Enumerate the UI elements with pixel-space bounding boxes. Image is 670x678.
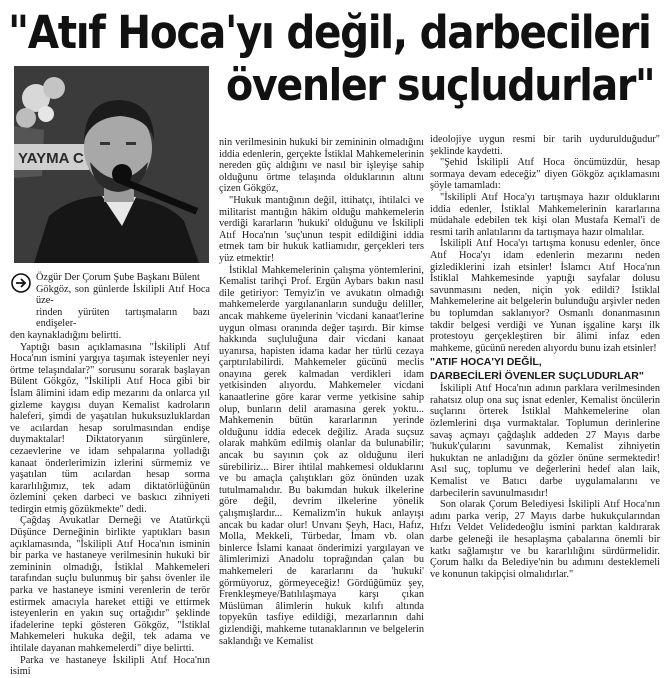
headline-line-2: övenler suçludurlar" — [226, 60, 655, 111]
article-paragraph: Yaptığı basın açıklamasına "İskilipli Atıf Hoca'nın ismini yargıya taşımak isteyenler neyi örtme telaşındalar?" sorusunu sorarak başlayan Bülent Gökgöz, "İskilipli Atıf Hoca gibi bir İslam âlimini idam edip mezarını da onlarca yıl gizleme kaygısı duyan Kemalist kadroların haleferi, şimdi de yaşatılan hukuksuzluklardan ve acılardan hesap sorulmasından endişe duymaktalar! Diktatoryanın sürgünlere, cezaevlerine ve idam sehpalarına yolladığı kanaat önderlerimizin izlerini sürmemiz ve yaşatılan tüm acılardan hesap sorma kararlılığımız, tek adam diktatörlüğünün özlemini çeken darbeci ve baskıcı zihniyeti tedirgin etmiş gözükmekte" dedi. — [10, 341, 210, 515]
article-paragraph: nin verilmesinin hukuki bir zemininin olmadığını iddia edenlerin, gerçekte İstiklal Mahkemelerinin nereden güç aldığını ve nasıl bir işleyişe sahip olduğunu örtme telaşında olduklarının altını çizen Gökgöz, — [219, 137, 424, 195]
photo-caption-line: Özgür Der Çorum Şube Başkanı Bülent — [36, 272, 200, 283]
article-paragraph: Çağdaş Avukatlar Derneği ve Atatürkçü Düşünce Derneğinin birlikte yaptıkları basın açıklamasında, "İskilipli Atıf Hoca'nın isminin bir parka ve hastaneye verilmesinin hukuki bir zemininin olmadığı, İstiklal Mahkemeleri tarafından suçlu bulunmuş bir şahsı övenler ile parka ve hastaneye ismini verenlerin de terör estirmek amacıyla hareket ettiği ve ettirmek isteyenlerin en yakın suç ortağıdır" şeklinde ifadelerine tepki gösteren Gökgöz, "İstiklal Mahkemeleri hukuka değil, tek adama ve ihtilale dayanan mahkemelerdi" diye belirtti. — [10, 515, 210, 654]
article-paragraph: İskilipli Atıf Hoca'yı tartışma konusu edenler, önce Atıf Hoca'yı idam edenlerin mezarını neden gizlediklerini izah etsinler! İslamcı Atıf Hoca'nın İstiklal Mahkemesinde yaptığı sayfalar dolusu savunmasını neden, niçin yok edildi? İstiklal Mahkemelerine ait belgelerin bulunduğu arşivler neden bu toplumdan saklanıyor? Osmanlı donanmasının takdir belgesi verdiği ve Yunan işgaline karşı ilk protestoyu gerçekleştiren bir âlimi infaz eden mahkeme, gücünü nereden alıyordu bunu izah etsinler! — [430, 238, 660, 354]
article-column-1 — [10, 272, 210, 678]
subheading-line: DARBECİLERİ ÖVENLER SUÇLUDURLAR" — [430, 370, 644, 383]
speaker-photo — [14, 66, 209, 263]
article-paragraph: "Hukuk mantığının değil, ittihatçı, ihtilalci ve militarist mantığın hâkim olduğu mahkemelerin verdiği kararların 'hukuki' olduğunu ve İskilipli Atıf Hoca'nın 'suç'unun tespit edildiğini iddia etmek tam bir hukuk katliamıdır, gerçekleri ters yüz etmektir! — [219, 194, 424, 264]
article-paragraph: Parka ve hastaneye İskilipli Atıf Hoca'nın isimi — [10, 654, 210, 678]
article-paragraph: "İskilipli Atıf Hoca'yı tartışmaya hazır olduklarını iddia edenler, İstiklal Mahkemelerinin kararlarına müdahale edebilen tek kişi olan Mustafa Kemal'i de resmi tarih anlatılarını da tartışmaya hazır olmalılar. — [430, 191, 660, 238]
article-paragraph: "Şehid İskilipli Atıf Hoca öncümüzdür, hesap sormaya devam edeceğiz" diyen Gökgöz açıklamasını şöyle tamamladı: — [430, 157, 660, 192]
article-paragraph: ideolojiye uygun resmi bir tarih uydurulduğudur" şeklinde kaydetti. — [430, 134, 660, 157]
photo-caption-line: den kaynakladığını belirtti. — [10, 329, 122, 341]
subheading-line: "ATIF HOCA'YI DEĞİL, — [430, 356, 542, 369]
article-paragraph: İskilipli Atıf Hoca'nın adının parklara verilmesinden rahatsız olup ona suç isnat edenler, Kemalist öncülerin suçlarını örterek İstiklal Mahkemelerine olan özlemlerini dışa vurmaktalar. Toplumun derinlerine savaş açmayı çağdaşlık addeden 27 Mayıs darbe 'hukuk'çularını savunmak, Kemalist zihniyetin hukuktan ne anladığını da gözler önüne sermektedir! Asıl suç, toplumu ve değerlerini hedef alan laik, Kemalist ve Batıcı darbe uygulamalarını ve darbecilerin savunulmasıdır! — [430, 383, 660, 499]
photo-caption-line: Gökgöz, son günlerde İskilipli Atıf Hoca üze- — [36, 283, 210, 307]
article-paragraph: İstiklal Mahkemelerinin çalışma yöntemlerini, Kemalist tarihçi Prof. Ergün Aybars bakın nasıl dile getiriyor: Temyiz'in ve avukatın olmadığı mahkemelerde yargılananların sunduğu deliller, ancak mahkeme üyelerinin 'vicdani kanaat'lerine uygun olması oranında değer taşırdı. Bir kimse hakkında suçluluğuna dair vicdani kanaat uyanırsa, hapisten idama kadar her türlü cezaya çarptırılabilirdi. Mahkemeler gücünü meclis onayına gerek kalmadan verdikleri idam yetkisinden alıyordu. Mahkemeler vicdani kanaatlerine göre karar verme yetkisine sahip olup, bunların delil aramasına gerek yoktu... Mahkemenin bütün kararlarının yerinde olduğunu iddia edecek değiliz. Arada suçsuz olarak mahkûm edilmiş olanlar da bulunabilir; ancak bu sayının çok az olduğunu ileri sürebiliriz... Birer ihtilal mahkemesi olduklarını ve bu amaçla çalıştıkları göz önünden uzak tutulmamalıdır. Bu bakımdan hukuk ilkelerine göre değil, devrim ilkelerine yönelik çalışmışlardır... Kemalizm'in hukuk anlayışı ancak bu kadar olur! Unvanı Şeyh, Hacı, Hafız, Molla, Mekkeli, Türbedar, İmam vb. olan binlerce İslami kanaat önderimizi yargılayan ve âlimlerimizi Anadolu toprağından çalan bu mahkemeleri de kararlarını da 'hukuki' görmüyoruz, görmeyeceğiz! Gördüğümüz şey, Frenkleşmeye/Batılılaşmaya karşı çıkan Müslüman âlimlerin hukuk kılıfı altında topyekûn tasfiye edildiği, mezarlarının dahi gizlendiği, mahkeme tutanaklarının ve belgelerin saklandığı ve Kemalist — [219, 264, 424, 647]
article-column-2 — [219, 137, 424, 647]
photo-caption-line: rinden yürüten tartışmaların bazı endişeler- — [36, 306, 210, 330]
article-paragraph: Son olarak Çorum Belediyesi İskilipli Atıf Hoca'nın adını parka verip, 27 Mayıs darbe hukukçularından Hıfzı Veldet Velidedeoğlu ismini parktan kaldırarak darbe geleneği ile hesaplaşma çabalarına önemli bir katkı sağlamıştır ve bu kararlılığını sürdürmelidir. Çorum halkı da Belediye'nin bu adımını desteklemeli ve konunun takipçisi olmalıdırlar." — [430, 499, 660, 580]
banner-text: YAYMA C — [18, 150, 84, 167]
headline-line-1: "Atıf Hoca'yı değil, darbecileri — [8, 6, 651, 59]
article-column-3 — [430, 134, 660, 580]
